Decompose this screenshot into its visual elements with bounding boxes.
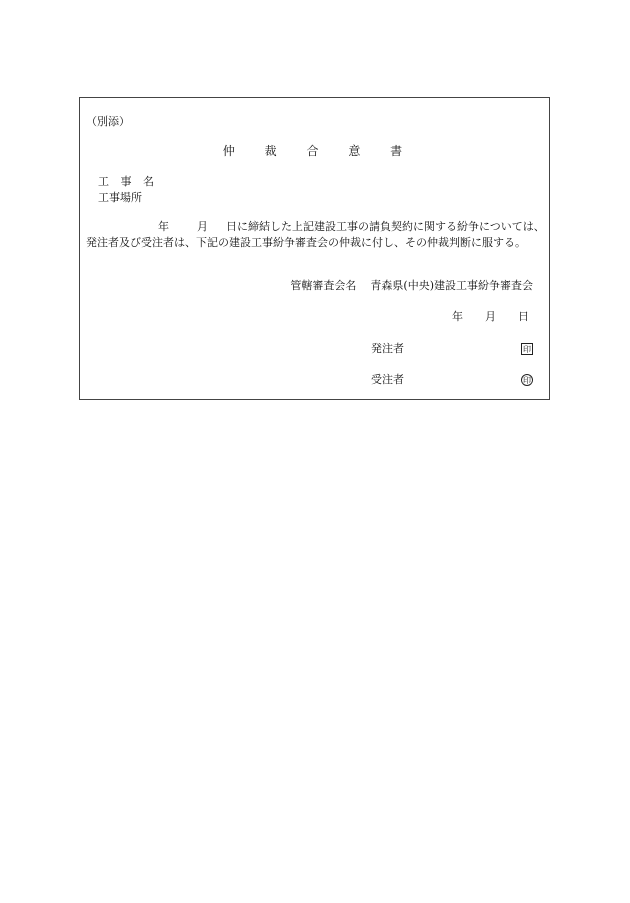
body-text: 日に締結した上記建設工事の請負契約に関する紛争については、発注者及び受注者は、下記の建設工事紛争審査会の仲裁に付し、その仲裁判断に服する。 [86,220,545,249]
title-char: 意 [348,144,365,158]
date-month: 月 [485,310,496,323]
contractor-seal-mark: 印 [523,376,531,385]
body-month: 月 [197,220,208,233]
agreement-date [430,310,529,323]
title-char: 合 [306,144,323,158]
date-year: 年 [452,310,463,323]
title-char: 書 [390,144,407,158]
authority-name: 青森県(中央)建設工事紛争審査会 [370,279,533,292]
title-char: 裁 [264,144,281,158]
title-char: 仲 [222,144,239,158]
authority-line [290,279,533,292]
work-place-label: 工事場所 [98,191,142,204]
authority-label: 管轄審査会名 [290,279,357,292]
orderer-label: 発注者 [371,342,404,355]
date-day: 日 [518,310,529,323]
body-year: 年 [158,220,169,233]
attachment-note: （別添） [86,115,130,128]
orderer-seal-mark: 印 [523,345,531,354]
document-title [80,145,549,158]
agreement-body [86,219,546,251]
arbitration-agreement-frame [79,97,550,400]
work-name-label: 工 事 名 [98,175,158,188]
contractor-label: 受注者 [371,373,404,386]
